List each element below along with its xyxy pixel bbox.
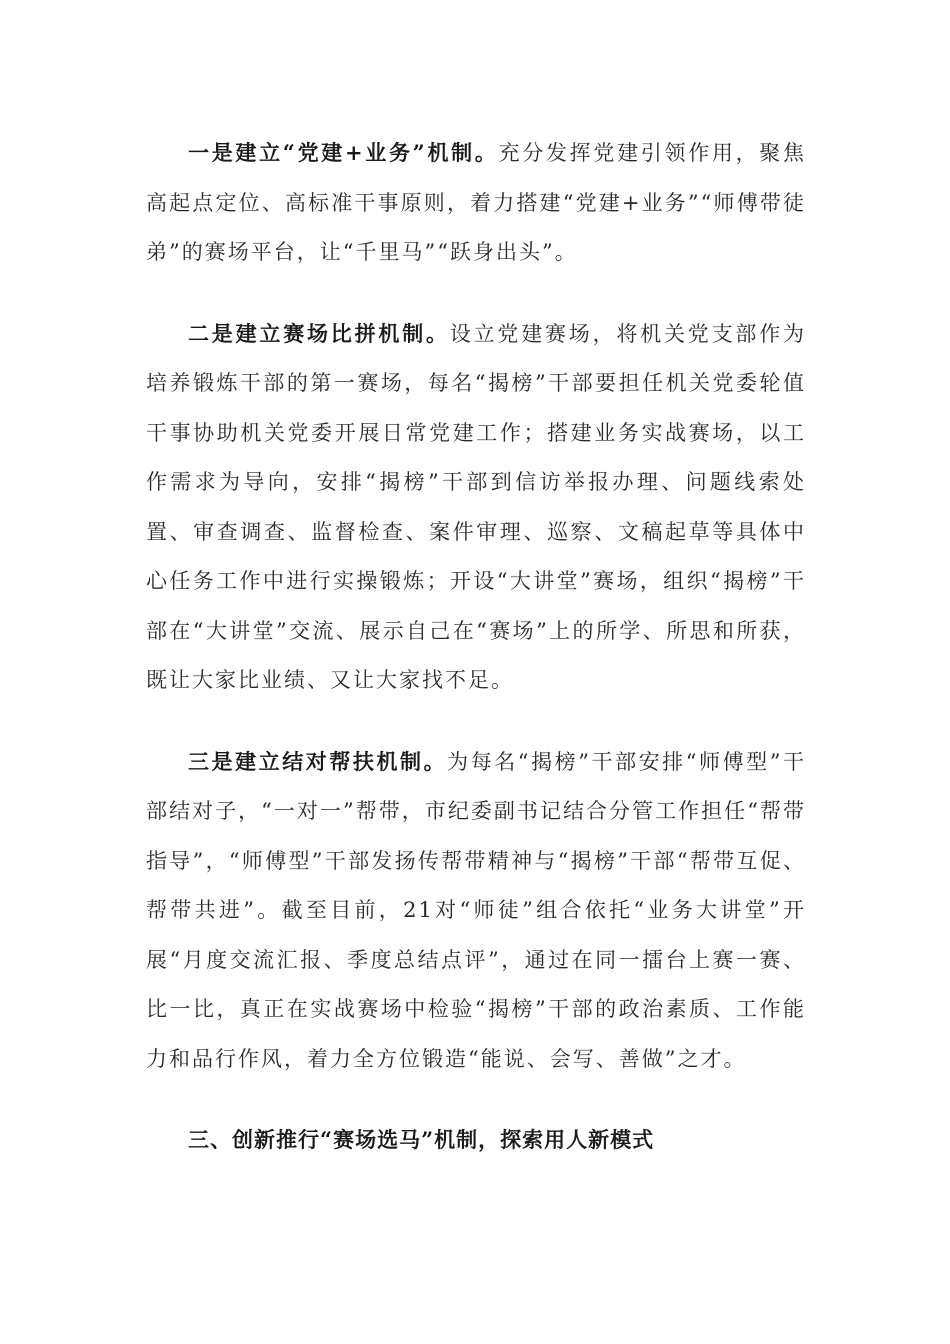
paragraph-text: 充分发挥党建引领作用，聚焦高起点定位、高标准干事原则，着力搭建“党建+业务”“师傅带徒弟”的赛场平台，让“千里马”“跃身出头”。 [146,141,806,264]
paragraph-text: 为每名“揭榜”干部安排“师傅型”干部结对子，“一对一”帮带，市纪委副书记结合分管工作担任“帮带指导”，“师傅型”干部发扬传帮带精神与“揭榜”干部“帮带互促、帮带共进”。截至目前，21对“师徒”组合依托“业务大讲堂”开展“月度交流汇报、季度总结点评”，通过在同一擂台上赛一赛、比一比，真正在实战赛场中检验“揭榜”干部的政治素质、工作能力和品行作风，着力全方位锻造“能说、会写、善做”之才。 [146,749,806,1071]
paragraph-mentoring-mechanism [146,737,806,1085]
paragraph-lead: 二是建立赛场比拼机制。 [188,320,450,346]
paragraph-party-building-business [146,128,806,278]
paragraph-competition-mechanism [146,309,806,706]
section-heading: 三、创新推行“赛场选马”机制，探索用人新模式 [188,1127,655,1152]
paragraph-lead: 一是建立“党建+业务”机制。 [188,140,499,165]
document-body [146,128,806,1165]
paragraph-text: 设立党建赛场，将机关党支部作为培养锻炼干部的第一赛场，每名“揭榜”干部要担任机关党委轮值干事协助机关党委开展日常党建工作；搭建业务实战赛场，以工作需求为导向，安排“揭榜”干部到信访举报办理、问题线索处置、审查调查、监督检查、案件审理、巡察、文稿起草等具体中心任务工作中进行实操锻炼；开设“大讲堂”赛场，组织“揭榜”干部在“大讲堂”交流、展示自己在“赛场”上的所学、所思和所获，既让大家比业绩、又让大家找不足。 [146,321,807,692]
paragraph-lead: 三是建立结对帮扶机制。 [188,748,448,774]
